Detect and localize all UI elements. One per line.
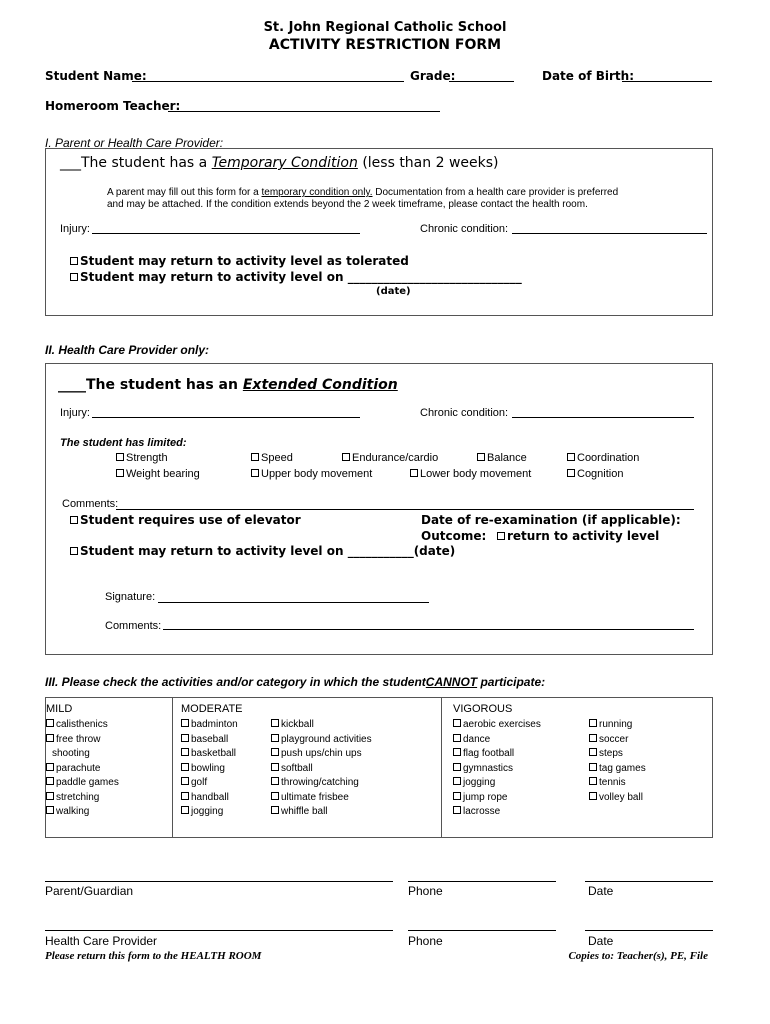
section2-comments2-field[interactable] — [163, 629, 694, 630]
activity-item[interactable] — [589, 734, 628, 745]
activity-label: throwing/catching — [281, 777, 359, 788]
activity-item[interactable] — [46, 777, 119, 788]
divider — [172, 697, 173, 838]
activity-item[interactable] — [181, 792, 229, 803]
activity-item[interactable] — [181, 777, 207, 788]
checkbox-icon[interactable] — [70, 547, 78, 555]
section2-comments2-label: Comments: — [105, 620, 162, 632]
activity-item[interactable] — [181, 763, 225, 774]
activity-item[interactable] — [453, 806, 500, 817]
para-part2: Documentation from a health care provider is preferred and may be attached. If the condition extends beyond the 2 week timeframe, please contact the health room. — [107, 187, 619, 210]
limit-cognition-label: Cognition — [577, 468, 624, 480]
section2-chronic-label: Chronic condition: — [420, 407, 509, 419]
activity-label: handball — [191, 791, 229, 803]
vigorous-label: VIGOROUS — [453, 703, 513, 715]
section1-injury-field[interactable] — [92, 233, 360, 234]
checkbox-icon[interactable] — [453, 792, 461, 800]
checkbox-icon[interactable] — [271, 792, 279, 800]
activity-item[interactable] — [453, 719, 541, 730]
hcp-label: Health Care Provider — [45, 934, 158, 948]
checkbox-icon[interactable] — [70, 273, 78, 281]
activity-label: whiffle ball — [281, 806, 328, 817]
section1-title-post: (less than 2 weeks) — [362, 155, 499, 171]
phone2-field[interactable] — [408, 930, 556, 931]
activity-label: free throw — [56, 733, 101, 745]
checkbox-icon[interactable] — [181, 792, 189, 800]
checkbox-icon[interactable] — [271, 748, 279, 756]
checkbox-icon[interactable] — [589, 719, 597, 727]
limit-cognition[interactable] — [567, 468, 623, 480]
activity-label: aerobic exercises — [463, 719, 541, 730]
limit-lower-body[interactable] — [410, 468, 531, 480]
section1-heading: I. Parent or Health Care Provider: — [45, 136, 224, 150]
mild-label: MILD — [46, 703, 73, 715]
section1-date-label: (date) — [376, 286, 411, 297]
date2-label: Date — [588, 934, 614, 948]
checkbox-icon[interactable] — [567, 453, 575, 461]
section1-injury-label: Injury: — [60, 223, 90, 235]
activity-label: basketball — [191, 748, 237, 759]
activity-item[interactable] — [271, 719, 314, 730]
activity-label: paddle games — [56, 777, 119, 788]
checkbox-icon[interactable] — [271, 763, 279, 771]
checkbox-icon[interactable] — [181, 748, 189, 756]
activity-label: golf — [191, 777, 208, 788]
limit-weight-label: Weight bearing — [126, 468, 200, 480]
activity-label: jump rope — [463, 791, 508, 803]
section2-comments-label: Comments: — [62, 498, 119, 510]
section1-paragraph — [107, 187, 627, 211]
signature-field[interactable] — [158, 602, 429, 603]
limit-speed-label: Speed — [261, 452, 293, 464]
phone1-field[interactable] — [408, 881, 556, 882]
activity-label: bowling — [191, 762, 225, 774]
phone1-label: Phone — [408, 884, 443, 898]
temporary-condition-label: Temporary Condition — [211, 155, 358, 171]
divider — [441, 697, 442, 838]
activity-label: ultimate frisbee — [281, 791, 349, 803]
checkbox-icon[interactable] — [46, 792, 54, 800]
section3-cannot: CANNOT — [425, 675, 478, 689]
checkbox-icon[interactable] — [589, 734, 597, 742]
section1-option2[interactable] — [70, 270, 522, 284]
hcp-signature-field[interactable] — [45, 930, 393, 931]
para-part1: A parent may fill out this form for a — [107, 187, 262, 198]
checkbox-icon[interactable] — [342, 453, 350, 461]
section2-blank[interactable]: ____ — [58, 377, 86, 393]
checkbox-icon[interactable] — [453, 763, 461, 771]
section2-title — [58, 377, 398, 393]
activity-item[interactable] — [589, 763, 646, 774]
section3-heading-pre: III. Please check the activities and/or category in which the student — [45, 675, 426, 689]
checkbox-icon[interactable] — [46, 806, 54, 814]
section1-title — [60, 155, 498, 171]
activity-label: kickball — [281, 719, 314, 730]
checkbox-icon[interactable] — [271, 719, 279, 727]
copies-note: Copies to: Teacher(s), PE, File — [568, 950, 708, 962]
section1-chronic-label: Chronic condition: — [420, 223, 509, 235]
return-note: Please return this form to the HEALTH ROOM — [45, 950, 262, 962]
activity-item[interactable] — [589, 777, 626, 788]
section2-comments-field[interactable] — [116, 509, 694, 510]
limit-coordination[interactable] — [567, 452, 639, 464]
parent-label: Parent/Guardian — [45, 884, 134, 898]
form-title: ACTIVITY RESTRICTION FORM — [268, 37, 502, 53]
activity-item[interactable] — [453, 792, 507, 803]
section3-heading — [45, 675, 545, 689]
checkbox-icon[interactable] — [589, 777, 597, 785]
checkbox-icon[interactable] — [271, 734, 279, 742]
activity-label: soccer — [599, 733, 629, 745]
checkbox-icon[interactable] — [589, 792, 597, 800]
checkbox-icon[interactable] — [453, 806, 461, 814]
checkbox-icon[interactable] — [46, 777, 54, 785]
limit-strength[interactable] — [116, 452, 168, 464]
activity-label: push ups/chin ups — [281, 748, 362, 759]
activity-item[interactable] — [181, 734, 228, 745]
checkbox-icon[interactable] — [271, 806, 279, 814]
checkbox-icon[interactable] — [251, 453, 259, 461]
activity-item[interactable] — [271, 777, 359, 788]
return-on-date-field[interactable]: ___________(date) — [347, 544, 456, 558]
checkbox-icon[interactable] — [410, 469, 418, 477]
activity-label: jogging — [191, 806, 224, 817]
section2-title-pre: The student has an — [86, 377, 238, 393]
section2-injury-field[interactable] — [92, 417, 360, 418]
option1-label: Student may return to activity level as tolerated — [80, 254, 409, 268]
checkbox-icon[interactable] — [453, 748, 461, 756]
return-on-option[interactable] — [70, 544, 455, 558]
section1-title-pre: The student has a — [81, 155, 208, 171]
activity-label: lacrosse — [463, 806, 501, 817]
checkbox-icon[interactable] — [453, 719, 461, 727]
homeroom-label: Homeroom Teacher: — [45, 99, 181, 113]
activity-item[interactable] — [46, 719, 108, 730]
checkbox-icon[interactable] — [497, 532, 505, 540]
extended-condition-label: Extended Condition — [242, 377, 398, 393]
activity-item[interactable] — [46, 806, 89, 817]
checkbox-icon[interactable] — [251, 469, 259, 477]
activity-label: playground activities — [281, 733, 372, 745]
activity-label: softball — [281, 762, 313, 774]
limit-balance-label: Balance — [487, 452, 527, 464]
activity-item[interactable] — [589, 719, 632, 730]
activity-label: badminton — [191, 719, 238, 730]
limit-upper-body[interactable] — [251, 468, 372, 480]
limit-upper-label: Upper body movement — [261, 468, 373, 480]
checkbox-icon[interactable] — [116, 453, 124, 461]
activity-label: parachute — [56, 762, 101, 774]
return-activity-option[interactable] — [497, 529, 659, 543]
activity-item[interactable] — [453, 734, 490, 745]
checkbox-icon[interactable] — [46, 763, 54, 771]
student-name-field[interactable] — [132, 81, 404, 82]
return-on-label: Student may return to activity level on — [80, 544, 344, 558]
checkbox-icon[interactable] — [181, 719, 189, 727]
section3-heading-post: participate: — [480, 675, 546, 689]
activity-item[interactable] — [271, 792, 349, 803]
elevator-label: Student requires use of elevator — [80, 513, 301, 527]
activity-item[interactable] — [181, 806, 223, 817]
homeroom-field[interactable] — [168, 111, 440, 112]
limit-coordination-label: Coordination — [577, 452, 640, 464]
checkbox-icon[interactable] — [453, 777, 461, 785]
activity-label: baseball — [191, 733, 229, 745]
checkbox-icon[interactable] — [181, 734, 189, 742]
checkbox-icon[interactable] — [181, 777, 189, 785]
limit-speed[interactable] — [251, 452, 293, 464]
activity-item[interactable] — [181, 748, 236, 759]
checkbox-icon[interactable] — [181, 763, 189, 771]
activity-label: stretching — [56, 791, 100, 803]
activity-label: tag games — [599, 762, 646, 774]
signature-label: Signature: — [105, 591, 156, 603]
activity-item[interactable] — [271, 734, 372, 745]
elevator-option[interactable] — [70, 513, 301, 527]
activity-item[interactable] — [46, 792, 99, 803]
activity-item[interactable] — [453, 763, 513, 774]
limit-endurance[interactable] — [342, 452, 438, 464]
activity-label: shooting — [52, 748, 90, 759]
checkbox-icon[interactable] — [181, 806, 189, 814]
activity-item[interactable] — [453, 777, 495, 788]
activity-item[interactable] — [271, 806, 328, 817]
activity-item[interactable] — [181, 719, 238, 730]
dob-field[interactable] — [622, 81, 712, 82]
section1-option1[interactable] — [70, 254, 409, 268]
date1-label: Date — [588, 884, 614, 898]
checkbox-icon[interactable] — [567, 469, 575, 477]
parent-signature-field[interactable] — [45, 881, 393, 882]
moderate-label: MODERATE — [181, 703, 243, 715]
activity-label: jogging — [463, 777, 496, 788]
activity-item[interactable] — [46, 734, 100, 745]
activity-label: gymnastics — [463, 762, 514, 774]
limit-strength-label: Strength — [126, 452, 168, 464]
checkbox-icon[interactable] — [589, 748, 597, 756]
section1-blank[interactable]: ___ — [60, 155, 81, 171]
outcome-label: Outcome: — [421, 529, 487, 543]
reexam-label: Date of re-examination (if applicable): — [421, 513, 681, 527]
activity-item[interactable] — [46, 763, 100, 774]
phone2-label: Phone — [408, 934, 443, 948]
limit-weight-bearing[interactable] — [116, 468, 200, 480]
dob-label: Date of Birth: — [542, 69, 635, 83]
grade-label: Grade: — [410, 69, 456, 83]
student-name-label: Student Name: — [45, 69, 147, 83]
option2-label: Student may return to activity level on — [80, 270, 344, 284]
checkbox-icon[interactable] — [70, 257, 78, 265]
section2-chronic-field[interactable] — [512, 417, 694, 418]
checkbox-icon[interactable] — [271, 777, 279, 785]
activity-item[interactable] — [271, 763, 313, 774]
checkbox-icon[interactable] — [46, 734, 54, 742]
option2-date-field[interactable]: _____________________________ — [347, 270, 522, 284]
activity-label: volley ball — [599, 791, 643, 803]
limit-lower-label: Lower body movement — [420, 468, 532, 480]
checkbox-icon[interactable] — [46, 719, 54, 727]
activity-item[interactable] — [271, 748, 362, 759]
limit-balance[interactable] — [477, 452, 527, 464]
activity-label: tennis — [599, 777, 626, 788]
checkbox-icon[interactable] — [589, 763, 597, 771]
activity-label: dance — [463, 733, 491, 745]
grade-field[interactable] — [449, 81, 514, 82]
activity-label: flag football — [463, 748, 515, 759]
activity-label: steps — [599, 748, 623, 759]
section1-chronic-field[interactable] — [512, 233, 707, 234]
activity-item[interactable] — [589, 792, 643, 803]
activity-label: calisthenics — [56, 719, 108, 730]
section2-heading: II. Health Care Provider only: — [45, 343, 210, 357]
activity-item — [52, 748, 90, 759]
activity-label: walking — [56, 806, 90, 817]
section2-injury-label: Injury: — [60, 407, 90, 419]
checkbox-icon[interactable] — [70, 516, 78, 524]
activity-item[interactable] — [453, 748, 514, 759]
para-underlined: temporary condition only. — [261, 187, 373, 198]
date1-field[interactable] — [585, 881, 713, 882]
limited-label: The student has limited: — [60, 437, 187, 449]
activity-item[interactable] — [589, 748, 623, 759]
checkbox-icon[interactable] — [453, 734, 461, 742]
activity-label: running — [599, 719, 633, 730]
limit-endurance-label: Endurance/cardio — [352, 452, 439, 464]
checkbox-icon[interactable] — [477, 453, 485, 461]
date2-field[interactable] — [585, 930, 713, 931]
school-name: St. John Regional Catholic School — [263, 20, 507, 35]
checkbox-icon[interactable] — [116, 469, 124, 477]
return-activity-label: return to activity level — [507, 529, 660, 543]
